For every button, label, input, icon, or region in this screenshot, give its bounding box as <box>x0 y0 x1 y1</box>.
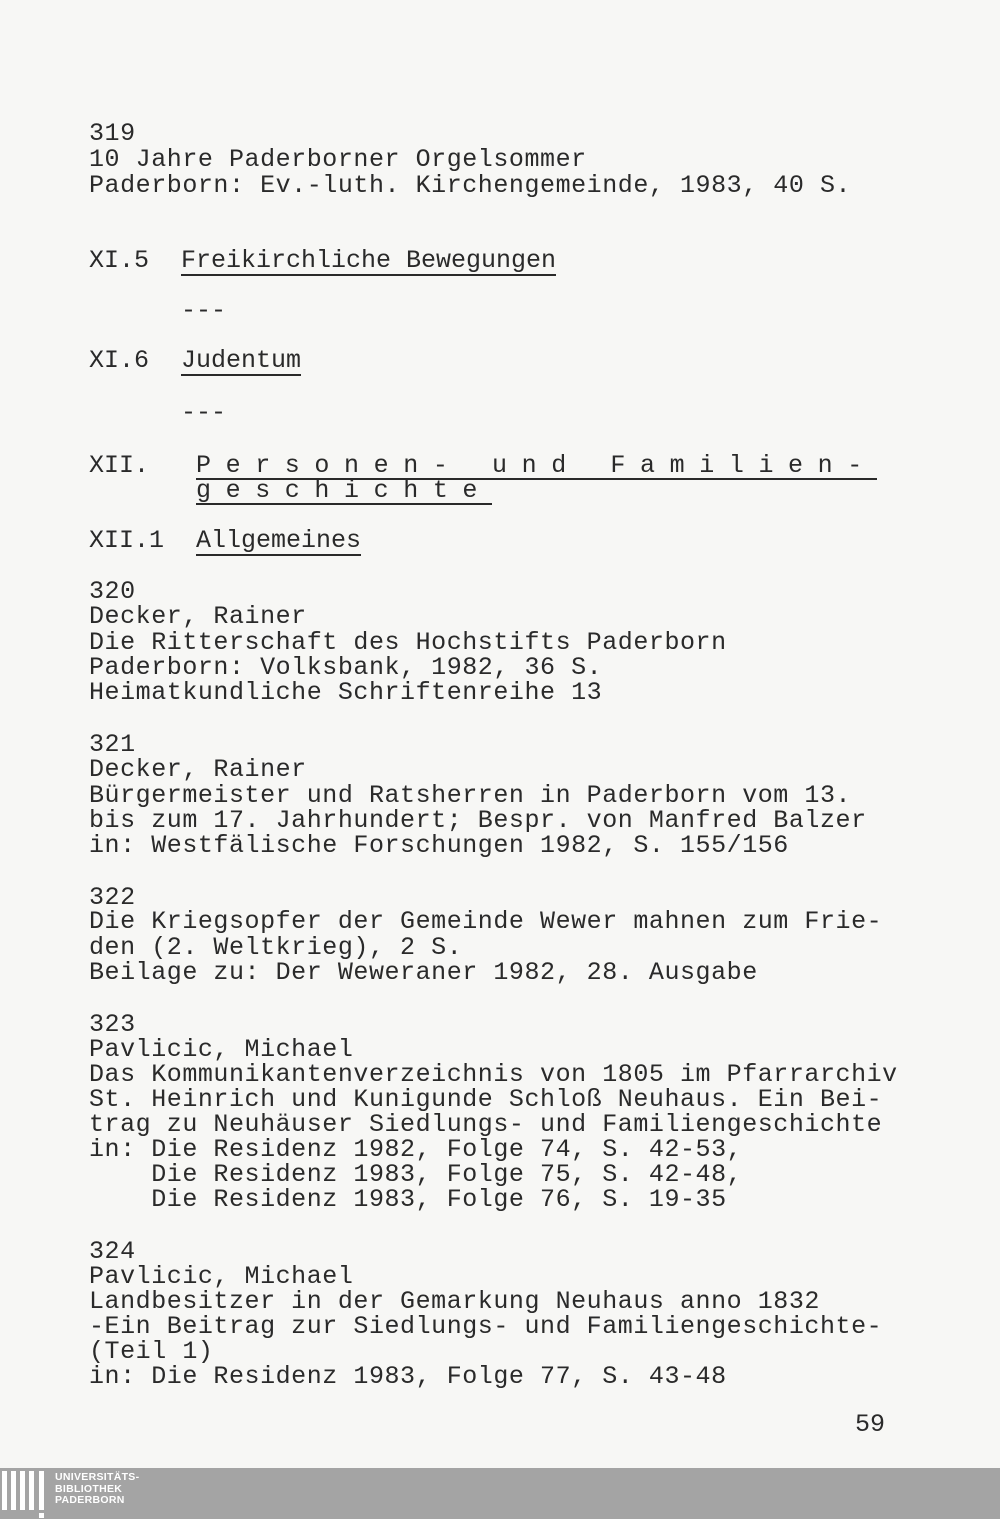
entry-title: Die Kriegsopfer der Gemeinde Wewer mahnen zum Frie- <box>89 907 883 936</box>
entry-number: 320 <box>89 577 136 606</box>
section-title-xi6: Judentum <box>181 346 302 375</box>
section-title-xi5: Freikirchliche Bewegungen <box>181 246 557 275</box>
section-title-xii-line1: Personen- und Familien- <box>196 451 877 480</box>
entry-publication-cont: Die Residenz 1983, Folge 75, S. 42-48, <box>89 1160 743 1189</box>
entry-author: Pavlicic, Michael <box>89 1035 354 1064</box>
library-footer <box>0 1468 1000 1519</box>
section-placeholder-xi5: --- <box>181 296 227 325</box>
entry-publication-cont: Die Residenz 1983, Folge 76, S. 19-35 <box>89 1185 727 1214</box>
entry-title: Bürgermeister und Ratsherren in Paderborn vom 13. <box>89 781 852 810</box>
entry-publication: Beilage zu: Der Weweraner 1982, 28. Ausgabe <box>89 958 758 987</box>
entry-author: Decker, Rainer <box>89 602 307 631</box>
entry-publication: in: Die Residenz 1983, Folge 77, S. 43-48 <box>89 1362 727 1391</box>
entry-title-cont: -Ein Beitrag zur Siedlungs- und Familiengeschichte- <box>89 1312 883 1341</box>
library-name-line: BIBLIOTHEK <box>55 1482 123 1495</box>
entry-number: 324 <box>89 1237 136 1266</box>
barcode-logo-icon <box>2 1471 46 1513</box>
entry-title: 10 Jahre Paderborner Orgelsommer <box>89 145 587 174</box>
entry-number: 321 <box>89 730 136 759</box>
section-number-xi5: XI.5 <box>89 246 150 275</box>
section-title-xii-line2: geschichte <box>196 476 493 505</box>
entry-title-cont: trag zu Neuhäuser Siedlungs- und Familiengeschichte <box>89 1110 883 1139</box>
section-placeholder-xi6: --- <box>181 398 227 427</box>
entry-title-cont: (Teil 1) <box>89 1337 214 1366</box>
entry-number: 323 <box>89 1010 136 1039</box>
entry-publication: Paderborn: Ev.-luth. Kirchengemeinde, 1983, 40 S. <box>89 171 852 200</box>
section-title-xii1: Allgemeines <box>196 526 362 555</box>
entry-publication: in: Westfälische Forschungen 1982, S. 155/156 <box>89 831 789 860</box>
entry-author: Decker, Rainer <box>89 755 307 784</box>
entry-number: 322 <box>89 883 136 912</box>
entry-title: Das Kommunikantenverzeichnis von 1805 im Pfarrarchiv <box>89 1060 898 1089</box>
library-name-line: PADERBORN <box>55 1494 125 1506</box>
library-name-line: UNIVERSITÄTS- <box>55 1471 140 1483</box>
section-number-xii1: XII.1 <box>89 526 165 555</box>
section-number-xii: XII. <box>89 451 150 480</box>
entry-title-cont: St. Heinrich und Kunigunde Schloß Neuhaus. Ein Bei- <box>89 1085 883 1114</box>
section-number-xi6: XI.6 <box>89 346 150 375</box>
entry-title-cont: bis zum 17. Jahrhundert; Bespr. von Manfred Balzer <box>89 806 867 835</box>
entry-title-cont: den (2. Weltkrieg), 2 S. <box>89 933 463 962</box>
page-number: 59 <box>855 1410 886 1439</box>
entry-publication: Paderborn: Volksbank, 1982, 36 S. <box>89 653 603 682</box>
entry-series: Heimatkundliche Schriftenreihe 13 <box>89 678 603 707</box>
entry-title: Landbesitzer in der Gemarkung Neuhaus anno 1832 <box>89 1287 820 1316</box>
entry-publication: in: Die Residenz 1982, Folge 74, S. 42-53, <box>89 1135 743 1164</box>
entry-title: Die Ritterschaft des Hochstifts Paderborn <box>89 628 727 657</box>
entry-author: Pavlicic, Michael <box>89 1262 354 1291</box>
library-name <box>55 1472 139 1507</box>
entry-number: 319 <box>89 119 136 148</box>
